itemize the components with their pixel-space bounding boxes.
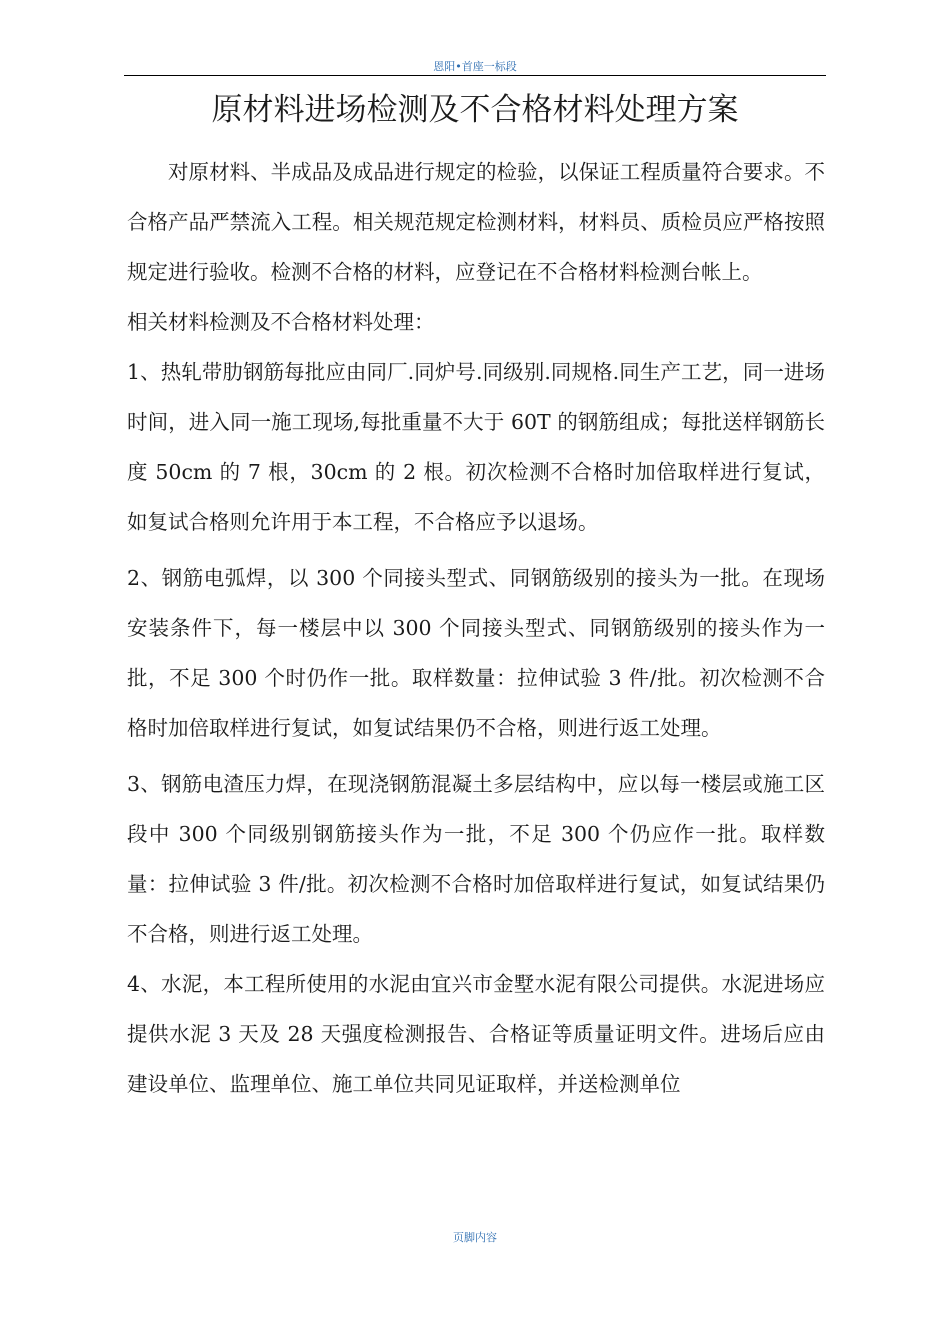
page-header: 恩阳•首座一标段 <box>433 60 517 73</box>
document-body <box>127 147 825 1109</box>
paragraph-item-1: 1、热轧带肋钢筋每批应由同厂.同炉号.同级别.同规格.同生产工艺，同一进场时间，进入同一施工现场,每批重量不大于 60T 的钢筋组成；每批送样钢筋长度 50cm 的 7 根，30cm 的 2 根。初次检测不合格时加倍取样进行复试，如复试合格则允许用于本工程，不合格应予以退场。 <box>127 360 825 534</box>
header-divider <box>124 75 826 76</box>
paragraph-item-4: 4、水泥，本工程所使用的水泥由宜兴市金墅水泥有限公司提供。水泥进场应提供水泥 3 天及 28 天强度检测报告、合格证等质量证明文件。进场后应由建设单位、监理单位、施工单位共同见证取样，并送检测单位 <box>127 972 825 1096</box>
paragraph-intro: 对原材料、半成品及成品进行规定的检验，以保证工程质量符合要求。不合格产品严禁流入工程。相关规范规定检测材料，材料员、质检员应严格按照规定进行验收。检测不合格的材料，应登记在不合格材料检测台帐上。 <box>127 160 825 284</box>
paragraph-subheading: 相关材料检测及不合格材料处理： <box>127 310 435 334</box>
page-footer: 页脚内容 <box>453 1231 497 1244</box>
document-title: 原材料进场检测及不合格材料处理方案 <box>211 92 739 128</box>
paragraph-item-3: 3、钢筋电渣压力焊，在现浇钢筋混凝土多层结构中，应以每一楼层或施工区段中 300 个同级别钢筋接头作为一批，不足 300 个仍应作一批。取样数量：拉伸试验 3 件/批。初次检测不合格时加倍取样进行复试，如复试结果仍不合格，则进行返工处理。 <box>127 772 825 946</box>
paragraph-item-2: 2、钢筋电弧焊，以 300 个同接头型式、同钢筋级别的接头为一批。在现场安装条件下，每一楼层中以 300 个同接头型式、同钢筋级别的接头作为一批，不足 300 个时仍作一批。取样数量：拉伸试验 3 件/批。初次检测不合格时加倍取样进行复试，如复试结果仍不合格，则进行返工处理。 <box>127 566 825 740</box>
